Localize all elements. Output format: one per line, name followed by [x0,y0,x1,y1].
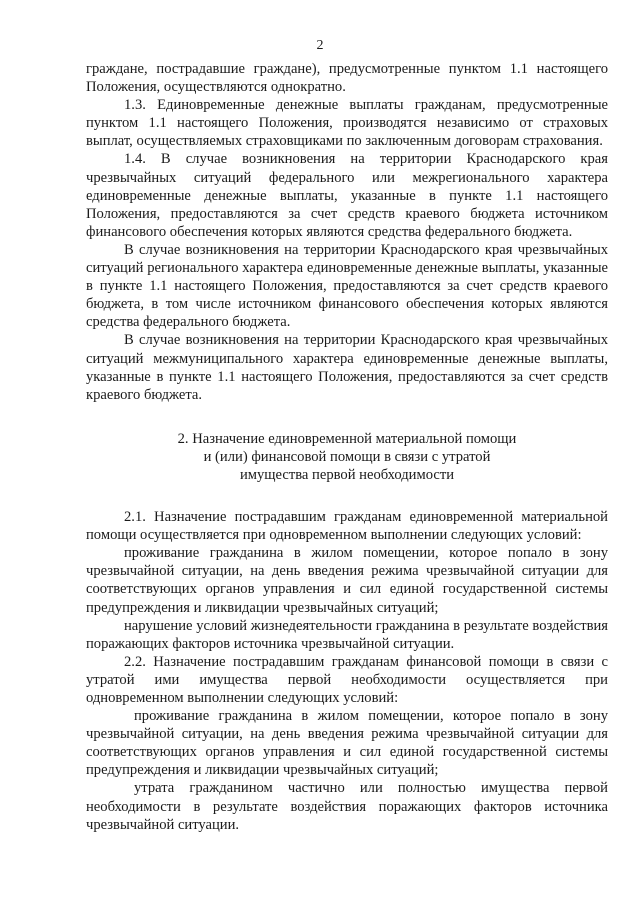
section-heading [86,430,608,484]
paragraph-2-1: 2.1. Назначение пострадавшим гражданам единовременной материальной помощи осуществляется при одновременном выполнении следующих условий: [86,509,608,544]
section-heading-line-3: имущества первой необходимости [239,466,455,483]
paragraph-loss-condition: утрата гражданином частично или полностью имущества первой необходимости в результате воздействия поражающих факторов источника чрезвычайной ситуации. [86,780,608,833]
paragraph-continuation: граждане, пострадавшие граждане), предусмотренные пунктом 1.1 настоящего Положения, осуществляются однократно. [86,61,608,96]
paragraph-2-2: 2.2. Назначение пострадавшим гражданам финансовой помощи в связи с утратой ими имущества первой необходимости осуществляется при одновременном выполнении следующих условий: [86,653,608,706]
paragraph-regional: В случае возникновения на территории Краснодарского края чрезвычайных ситуаций регионального характера единовременные денежные выплаты, указанные в пункте 1.1 настоящего Положения, предоставляются за счет средств краевого бюджета, в том числе источником финансового обеспечения которых являются средства федерального бюджета. [86,241,608,331]
paragraph-disruption-condition: нарушение условий жизнедеятельности гражданина в результате воздействия поражающих факторов источника чрезвычайной ситуации. [86,617,608,652]
paragraph-1-4: 1.4. В случае возникновения на территории Краснодарского края чрезвычайных ситуаций федерального или межрегионального характера единовременные денежные выплаты, указанные в пункте 1.1 настоящего Положения, предоставляются за счет средств краевого бюджета источником финансового обеспечения которых являются средства федерального бюджета. [86,151,608,240]
paragraph-intermunicipal: В случае возникновения на территории Краснодарского края чрезвычайных ситуаций межмуниципального характера единовременные денежные выплаты, указанные в пункте 1.1 настоящего Положения, предоставляются за счет средств краевого бюджета. [86,332,608,403]
section-heading-line-1: 2. Назначение единовременной материальной помощи [177,430,517,447]
section-heading-line-2: и (или) финансовой помощи в связи с утратой [203,448,491,465]
paragraph-residence-condition-2: проживание гражданина в жилом помещении, которое попало в зону чрезвычайной ситуации, на день введения режима чрезвычайной ситуации для соответствующих органов управления и сил единой государственной системы предупреждения и ликвидации чрезвычайных ситуаций; [86,708,608,779]
paragraph-residence-condition-1: проживание гражданина в жилом помещении, которое попало в зону чрезвычайной ситуации, на день введения режима чрезвычайной ситуации для соответствующих органов управления и сил единой государственной системы предупреждения и ликвидации чрезвычайных ситуаций; [86,545,608,616]
paragraph-1-3: 1.3. Единовременные денежные выплаты гражданам, предусмотренные пунктом 1.1 настоящего Положения, производятся независимо от страховых выплат, осуществляемых страховщиками по заключенным договорам страхования. [86,97,608,150]
page-number: 2 [316,38,324,53]
document-body [86,60,608,834]
